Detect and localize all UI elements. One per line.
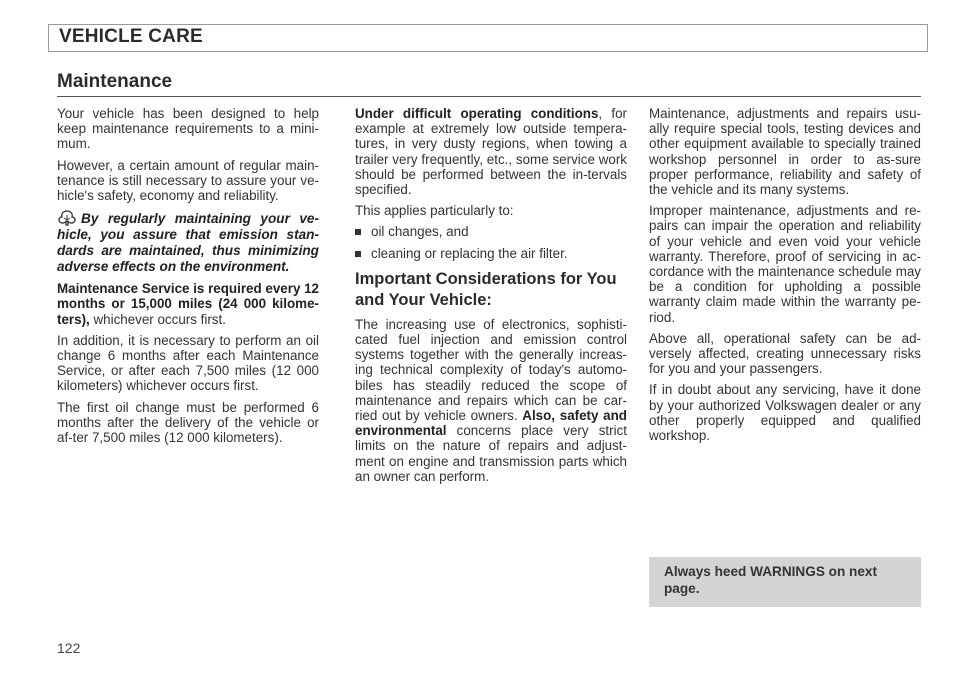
list-item-text: oil changes, and [371,224,469,240]
column-2 [355,106,627,490]
chapter-title: VEHICLE CARE [59,26,203,47]
list-item [355,224,627,239]
list-item [355,246,627,261]
service-interval-paragraph [57,281,319,327]
paragraph: However, a certain amount of regular main-tenance is still necessary to assure your ve-hicle's safety, economy and reliability. [57,157,319,204]
paragraph: This applies particularly to: [355,203,514,219]
paragraph: In addition, it is necessary to perform an oil change 6 months after each Maintenance Service, or after each 7,500 miles (12 000 kilometers) whichever occurs first. [57,332,319,394]
header-box [48,24,928,52]
environment-note-text: By regularly maintaining your ve-hicle, you assure that emission stan-dards are maintained, thus minimizing adverse effects on the environment. [57,211,319,275]
service-interval-rest: whichever occurs first. [89,311,226,327]
section-divider [57,96,921,97]
paragraph: Improper maintenance, adjustments and re-pairs can impair the operation and reliability of your vehicle and even void your vehicle warranty. Therefore, proof of servicing in ac-cordance with the maintenance schedule may be a condition for upholding a possible warranty claim made within the warranty pe-riod. [649,203,921,325]
environment-note [57,209,319,275]
list-item-text: cleaning or replacing the air filter. [371,245,568,261]
column-1 [57,106,319,451]
difficult-conditions-rest: , for example at extremely low outside tempera-tures, in very dusty regions, when towing a trailer very frequently, etc., some service work should be performed between the in-tervals specified. [355,106,627,198]
page-number: 122 [57,640,81,656]
paragraph: The first oil change must be performed 6 months after the delivery of the vehicle or af-ter 7,500 miles (12 000 kilometers). [57,399,319,446]
subsection-heading: Important Considerations for You and Your Vehicle: [355,269,617,309]
warning-text: Always heed WARNINGS on next page. [664,564,878,596]
bullet-square-icon [355,229,361,235]
electronics-text-end: concerns place very strict limits on the nature of repairs and adjust-ment on engine and transmission parts which an owner can perform. [355,423,627,484]
electronics-paragraph [355,317,627,484]
environment-leaf-icon [57,209,77,227]
service-interval-bold: Maintenance Service is required every 12 months or 15,000 miles (24 000 kilome-ters), [57,281,320,327]
safety-environmental-bold: Also, safety and environmental [355,408,627,439]
paragraph: Above all, operational safety can be ad-versely affected, creating unnecessary risks for you and your passengers. [649,330,921,377]
bullet-square-icon [355,251,361,257]
warning-box [649,557,921,607]
electronics-text: The increasing use of electronics, sophisti-cated fuel injection and emission control systems together with the generally increas-ing technical complexity of today's automo-biles has steadily reduced the scope of maintenance and repairs which can be car-ried out by vehicle owners. [355,316,627,424]
difficult-conditions-paragraph [355,106,627,197]
column-3 [649,106,921,449]
difficult-conditions-bold: Under difficult operating conditions [355,106,599,121]
paragraph: Maintenance, adjustments and repairs usu-ally require special tools, testing devices and other equipment available to specially trained workshop personnel in order to as-sure proper performance, reliability and safety of the vehicle and its many systems. [649,106,921,198]
section-title: Maintenance [57,71,173,92]
paragraph: Your vehicle has been designed to help keep maintenance requirements to a mini-mum. [57,106,319,152]
paragraph: If in doubt about any servicing, have it done by your authorized Volkswagen dealer or any other properly equipped and qualified workshop. [649,382,921,444]
